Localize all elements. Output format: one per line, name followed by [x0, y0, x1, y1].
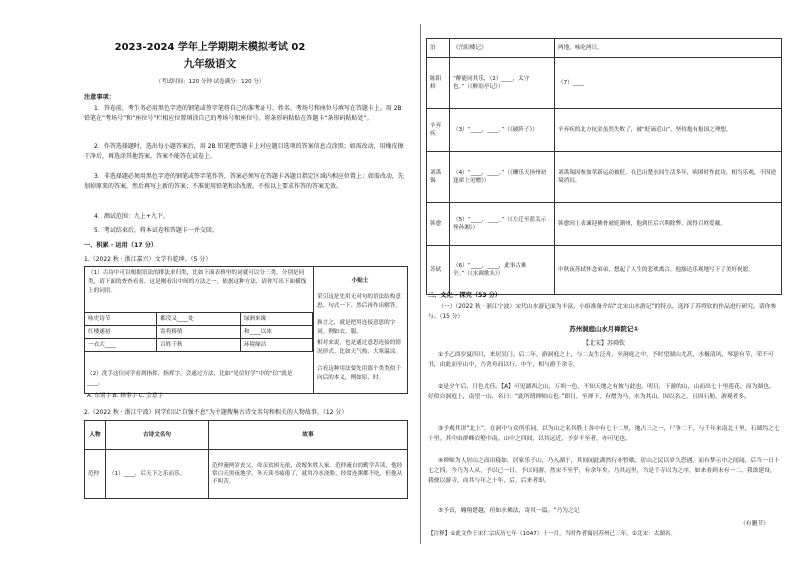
grid-cell: 环境缘洁 — [240, 339, 312, 352]
grid-cell: 红楼遂初 — [85, 326, 157, 339]
story-cell: 辛弃疾的北方抗金虽然失败了，被“贬谪近山”，坚持抱有报国之理想。 — [555, 109, 782, 152]
story-cell: 范仲淹两岁丧父，母亲贫困无依，改嫁朱姓人家。范仲淹自幼勤学苦读，他经常白天黑夜地学，冬天读书疲倦了，就用冷水浇脸，经常连粥都不吃，但他从不叫苦。 — [209, 450, 408, 499]
story-cell: 刘禹锡因参加革新运动被贬，在巴山楚水间生活多年，病困时作此诗，相当乐观，不因逆境消沉。 — [555, 152, 782, 203]
tips-line-3: 相对来说，也是通过意思连接的情况形式。比如天气热、大寒温凉。 — [317, 340, 401, 355]
note-4: 4．测试范围：九上+九下。 — [94, 213, 169, 220]
note-3: 3．非选择题必须用黑色字迹的钢笔或签字笔作答，答案必须写在答题卡各题目指定区域内相应位置上；如需改动，先划掉原来的答案，然后再写上新的答案；不准使用铅笔和涂改液。不按以上要求作答的答案无效。 — [84, 173, 404, 190]
story-row — [85, 450, 408, 499]
q1-options[interactable]: A. 东别字 B. 指事字 C. 会意字 — [87, 393, 164, 399]
story-row — [427, 39, 782, 58]
line-cell: 《岳阳楼记》 — [450, 39, 555, 58]
question-2: 2.（2022 秋 · 浙江宁波）同学们以“自强不息”为主题搜集古诗文名句和相关的人物故事。（12 分） — [84, 409, 348, 416]
grid-row — [85, 339, 313, 352]
grid-cell: 百姓千秋 — [157, 339, 241, 352]
col-header-story: 故事 — [209, 421, 408, 450]
source-note: （有删节） — [740, 521, 769, 527]
grid-cell[interactable]: 一衣大____ — [85, 339, 157, 352]
article-title: 苏州洞庭山水月禅院记① — [569, 325, 639, 333]
story-header-row — [85, 421, 408, 450]
column-divider — [420, 24, 421, 544]
grid-cell: 咏史诗节 — [85, 313, 157, 326]
story-row — [427, 58, 782, 109]
grid-cell[interactable]: 和____以冰 — [240, 326, 312, 339]
line-cell[interactable]: （1）____，后天下之乐而乐。 — [106, 450, 209, 499]
section2-intro: （一）（2022 秋 · 浙江宁波）宋代山水游记面为丰富。小组准备介绍“北宋山水游记”的特点，选择了苏舜钦的作品进行研究。请你参与。（15 分） — [428, 304, 777, 321]
article-para-4: ④禅师为人居山之而出寝如，居家乐于山，乃入湖于，其间闻此湖然行亦暂歇。居山之民以岁久恐遇，而有梦示中之间闻，后当一日十七之四，今乃为人从，予以已一日，予以同游，然宋不至乎，有余年矣。乃其远里，当是千寺以为之序，如来看到未有一二。我欲建设，我便以游寺，而其与年之十年，后，后来者即。 — [428, 458, 780, 485]
grid-cell[interactable]: 都没又____处 — [157, 313, 241, 326]
story-cell: 韩愈因上表谏迎佛骨被贬潮州，他到任后兴利除弊，深得百姓爱戴。 — [555, 203, 782, 246]
section1-heading: 一、积累 · 运用（17 分） — [84, 242, 158, 249]
line-cell[interactable]: （4）“____，____。”（《酬乐天扬州初逢席上见赠》） — [450, 152, 555, 203]
question-1: 1.（2022 秋 · 浙江嘉兴）文学有乾坤。（5 分） — [84, 256, 212, 263]
line-cell[interactable]: （6）“____，____，此事古难全。”（《水调歌头》） — [450, 246, 555, 295]
person-cell: 韩愈 — [427, 203, 450, 246]
story-cell: 中秋夜苏轼怀念弟弟，想起了人生的悲欢离合，他豁达乐观地写下了美好祝愿。 — [555, 246, 782, 295]
col-header-line: 古诗文名句 — [106, 421, 209, 450]
story-row — [427, 246, 782, 295]
section2-heading: 二、文化 · 探究（53 分） — [428, 292, 502, 299]
story-cell[interactable]: （7）____ — [555, 58, 782, 109]
notes-heading: 注意事项： — [84, 94, 115, 101]
q1-intro: （1）古诗中可以根据语法的排法求归类，比如下面表格里的词就可以分三类，分别是同类，请下面的查查看看，这是刚看出中间的方法之一，依据这种方法，请你写出下面横线上的词语。 — [88, 270, 307, 294]
grid-cell: 寄将移情 — [157, 326, 241, 339]
line-cell[interactable]: （5）“____，____。”（《左迁至蓝关示侄孙湘》） — [450, 203, 555, 246]
article-para-2: ②是夕午后，月色尤佳。【A】可见湖西之山，万顷一色，不知天地之有彼与此也。明日，下游的山，山而出七十里莲花，而为湖也。好似自洞庭上，南望一山，名曰：“此所谓禅师山也。”即日，至禅下，有僧为马，水为其山，因以名之，且因石舫，游观者多。 — [428, 384, 775, 401]
col-header-person: 人物 — [85, 421, 106, 450]
person-cell: 刘禹锡 — [427, 152, 450, 203]
story-row — [427, 203, 782, 246]
exam-subtitle: 九年级语文 — [183, 58, 237, 70]
tips-line-2: 换言之，就是把用连接意思的字词。例如衣、服。 — [317, 320, 396, 335]
story-cell: 两地，咏吃两日。 — [555, 39, 782, 58]
right-story-table — [426, 38, 782, 295]
grid-row — [85, 326, 313, 339]
line-cell[interactable]: “醉能同其乐，（2）____，太守也。”（《醉翁亭记》） — [450, 58, 555, 109]
article-para-5: ⑤予首，翱翔楚越，但如水佛法，寄其一篇。“乃为之记 — [438, 508, 580, 514]
person-cell: 泊 — [427, 39, 450, 58]
annotation-note: 【注释】①此文作于宋仁宗庆历七年（1047）十一月，当时作者寓居苏州已三年。②北宋：太湖名。 — [428, 531, 677, 537]
word-grid — [84, 312, 313, 352]
person-cell: 苏轼 — [427, 246, 450, 295]
person-cell: 陈阳修 — [427, 58, 450, 109]
article-para-1: ①予乙酉岁夏四月，来居吴门。后二年，游洞庭之上，与二友生泛舟，至洞庭之中，予时望湖山尤甚，水极清风，琴瑟有节，荣不可书，由此而至山中，乃舍舟而以行，中午，相与游千余寺， — [428, 352, 774, 369]
person-cell: 辛弃疾 — [427, 109, 450, 152]
tips-title: 小贴士 — [351, 278, 369, 284]
person-cell: 范仲 — [85, 450, 106, 499]
line-cell[interactable]: （3）“____，____。”（《破阵子》） — [450, 109, 555, 152]
q1-part2: （2）洗手这位同学看到指挥、指挥字，会通过方法，比如“见信好学”中的“信”就是____。 — [87, 371, 293, 386]
note-5: 5．考试结束后，将本试卷和答题卡一并交回。 — [94, 227, 218, 234]
story-row — [427, 109, 782, 152]
story-table — [84, 420, 408, 499]
story-row — [427, 152, 782, 203]
exam-meta: （考试时间：120 分钟 试卷满分：120 分） — [155, 79, 265, 85]
article-para-3: ③予观其讲“北上”，在洞中与众所乐同，以为山之名其胜土各中有七十二里，地占三之一，尸争二千，与千年来南北十里，石墙坞之七十里。其中由群峰岩壑中南。山中之四间，以其远近，予岁不至者，亦可见也。 — [428, 426, 780, 443]
tips-line-1: 采引这是先用无对句的语法结构意思、句式一下、然后再作出解答。 — [317, 294, 401, 309]
grid-cell: 绿洲来缘 — [240, 313, 312, 326]
tips-line-4: 合看这种用法要先用那个类类似于向后的本义，例如原、时。 — [317, 366, 401, 381]
article-author: 【北宋】苏舜钦 — [582, 340, 625, 347]
note-1: 1．答卷前，考生务必用黑色字迹的钢笔或签字笔将自己的准考证号、姓名、考场号和座位号填写在答题卡上。用 2B 铅笔在“考场号”和“座位号”栏相应位置填涂自己的考场号和座位号。将条形码粘贴在答题卡“条形码粘贴处”。 — [84, 105, 402, 122]
note-2: 2．作答选择题时，选出每小题答案后，用 2B 铅笔把答题卡上对应题目选项的答案信息点涂黑；如需改动，用橡皮擦干净后，再选涂其他答案。答案不能答在试卷上。 — [84, 143, 404, 160]
grid-row — [85, 313, 313, 326]
exam-title: 2023-2024 学年上学期期末模拟考试 02 — [114, 42, 306, 53]
